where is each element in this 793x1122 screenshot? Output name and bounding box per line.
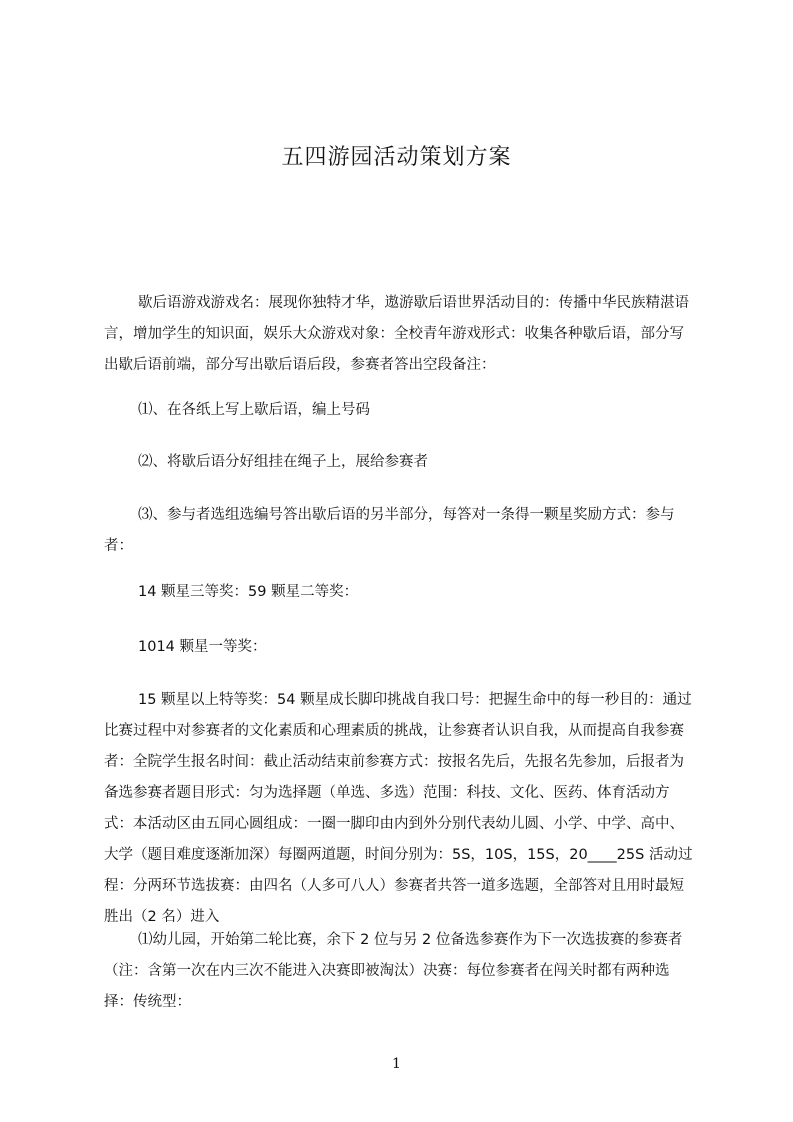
document-title: 五四游园活动策划方案 <box>281 145 512 170</box>
page-number: 1 <box>392 1056 401 1072</box>
paragraph-text: 1014 颗星一等奖： <box>138 639 267 655</box>
paragraph-prize-3-2 <box>104 577 696 608</box>
paragraph-text: ⑵、将歇后语分好组挂在绳子上，展给参赛者 <box>138 454 428 470</box>
paragraph-text: ⑴、在各纸上写上歇后语，编上号码 <box>138 402 370 418</box>
paragraph-intro <box>104 288 696 381</box>
paragraph-text: ⑶、参与者选组选编号答出歇后语的另半部分，每答对一条得一颗星奖励方式：参与者： <box>104 507 675 554</box>
paragraph-prize-1 <box>104 632 696 663</box>
paragraph-step-1 <box>104 395 696 426</box>
paragraph-text: ⑴幼儿园，开始第二轮比赛，余下 2 位与另 2 位备选参赛作为下一次选拔赛的参赛者（注：含第一次在内三次不能进入决赛即被淘汰）决赛：每位参赛者在闯关时都有两种选择：传统型： <box>104 932 683 1010</box>
paragraph-text: 歇后语游戏游戏名：展现你独特才华，遨游歇后语世界活动目的：传播中华民族精湛语言，增加学生的知识面，娱乐大众游戏对象：全校青年游戏形式：收集各种歇后语，部分写出歇后语前端，部分写出歇后语后段，参赛者答出空段备注： <box>104 295 689 373</box>
paragraph-step-2 <box>104 447 696 478</box>
paragraph-step-3 <box>104 500 696 562</box>
paragraph-main-activity <box>104 685 696 933</box>
paragraph-text: 15 颗星以上特等奖：54 颗星成长脚印挑战自我口号：把握生命中的每一秒目的：通过比赛过程中对参赛者的文化素质和心理素质的挑战，让参赛者认识自我，从而提高自我参赛者：全院学生报名时间：截止活动结束前参赛方式：按报名先后，先报名先参加，后报者为备选参赛者题目形式：匀为选择题（单选、多选）范围：科技、文化、医药、体育活动方式：本活动区由五同心圆组成：一圈一脚印由内到外分别代表幼儿圆、小学、中学、高中、大学（题目难度逐渐加深）每圈两道题，时间分别为：5S，10S，15S，20____25S 活动过程：分两环节选拔赛：由四名（人多可八人）参赛者共答一道多选题，全部答对且用时最短胜出（2 名）进入 <box>104 692 693 925</box>
paragraph-text: 14 颗星三等奖：59 颗星二等奖： <box>138 584 359 600</box>
paragraph-kindergarten <box>104 925 696 1018</box>
